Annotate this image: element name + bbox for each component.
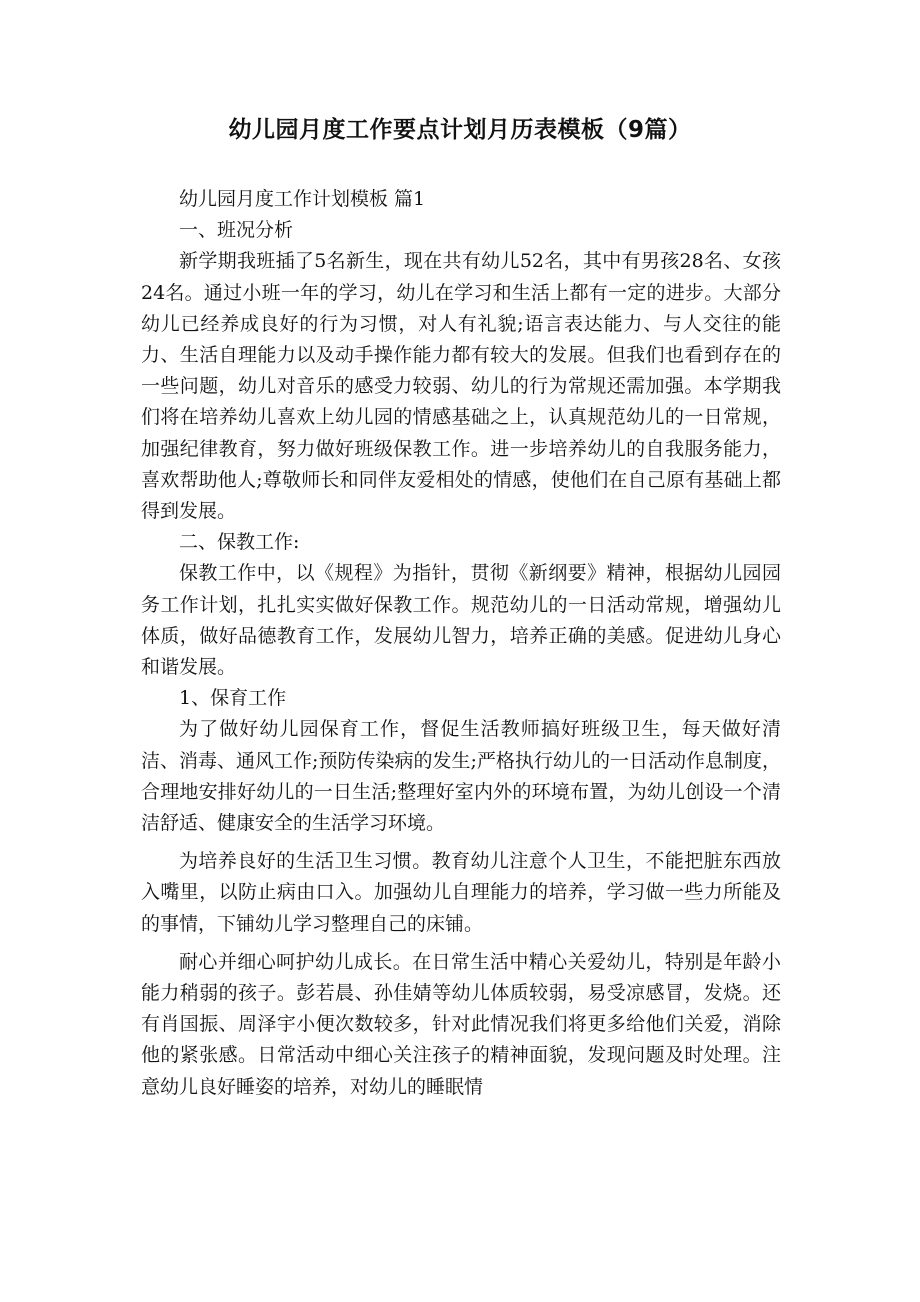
body-paragraph: 为培养良好的生活卫生习惯。教育幼儿注意个人卫生，不能把脏东西放入嘴里，以防止病由口入。加强幼儿自理能力的培养，学习做一些力所能及的事情，下铺幼儿学习整理自己的床铺。 xyxy=(141,850,781,935)
body-paragraph: 保教工作中，以《规程》为指针，贯彻《新纲要》精神，根据幼儿园园务工作计划，扎扎实实做好保教工作。规范幼儿的一日活动常规，增强幼儿体质，做好品德教育工作，发展幼儿智力，培养正确的美感。促进幼儿身心和谐发展。 xyxy=(141,562,781,679)
body-paragraph: 耐心并细心呵护幼儿成长。在日常生活中精心关爱幼儿，特别是年龄小能力稍弱的孩子。彭若晨、孙佳婧等幼儿体质较弱，易受凉感冒，发烧。还有肖国振、周泽宇小便次数较多，针对此情况我们将更多给他们关爱，消除他的紧张感。日常活动中细心关注孩子的精神面貌，发现问题及时处理。注意幼儿良好睡姿的培养，对幼儿的睡眠情 xyxy=(141,950,781,1098)
section-heading: 幼儿园月度工作计划模板 篇1 xyxy=(179,188,426,210)
subsection-heading: 二、保教工作: xyxy=(179,531,300,554)
document-body xyxy=(141,184,781,1103)
body-paragraph: 为了做好幼儿园保育工作，督促生活教师搞好班级卫生，每天做好清洁、消毒、通风工作;预防传染病的发生;严格执行幼儿的一日活动作息制度，合理地安排好幼儿的一日生活;整理好室内外的环境布置，为幼儿创设一个清洁舒适、健康安全的生活学习环境。 xyxy=(141,718,781,835)
document-title: 幼儿园月度工作要点计划月历表模板（9篇） xyxy=(228,117,692,143)
subsection-heading: 一、班况分析 xyxy=(179,219,294,242)
body-paragraph: 新学期我班插了5名新生，现在共有幼儿52名，其中有男孩28名、女孩24名。通过小班一年的学习，幼儿在学习和生活上都有一定的进步。大部分幼儿已经养成良好的行为习惯，对人有礼貌;语言表达能力、与人交往的能力、生活自理能力以及动手操作能力都有较大的发展。但我们也看到存在的一些问题，幼儿对音乐的感受力较弱、幼儿的行为常规还需加强。本学期我们将在培养幼儿喜欢上幼儿园的情感基础之上，认真规范幼儿的一日常规，加强纪律教育，努力做好班级保教工作。进一步培养幼儿的自我服务能力，喜欢帮助他人;尊敬师长和同伴友爱相处的情感，使他们在自己原有基础上都得到发展。 xyxy=(141,250,781,523)
subsection-heading: 1、保育工作 xyxy=(179,687,287,710)
